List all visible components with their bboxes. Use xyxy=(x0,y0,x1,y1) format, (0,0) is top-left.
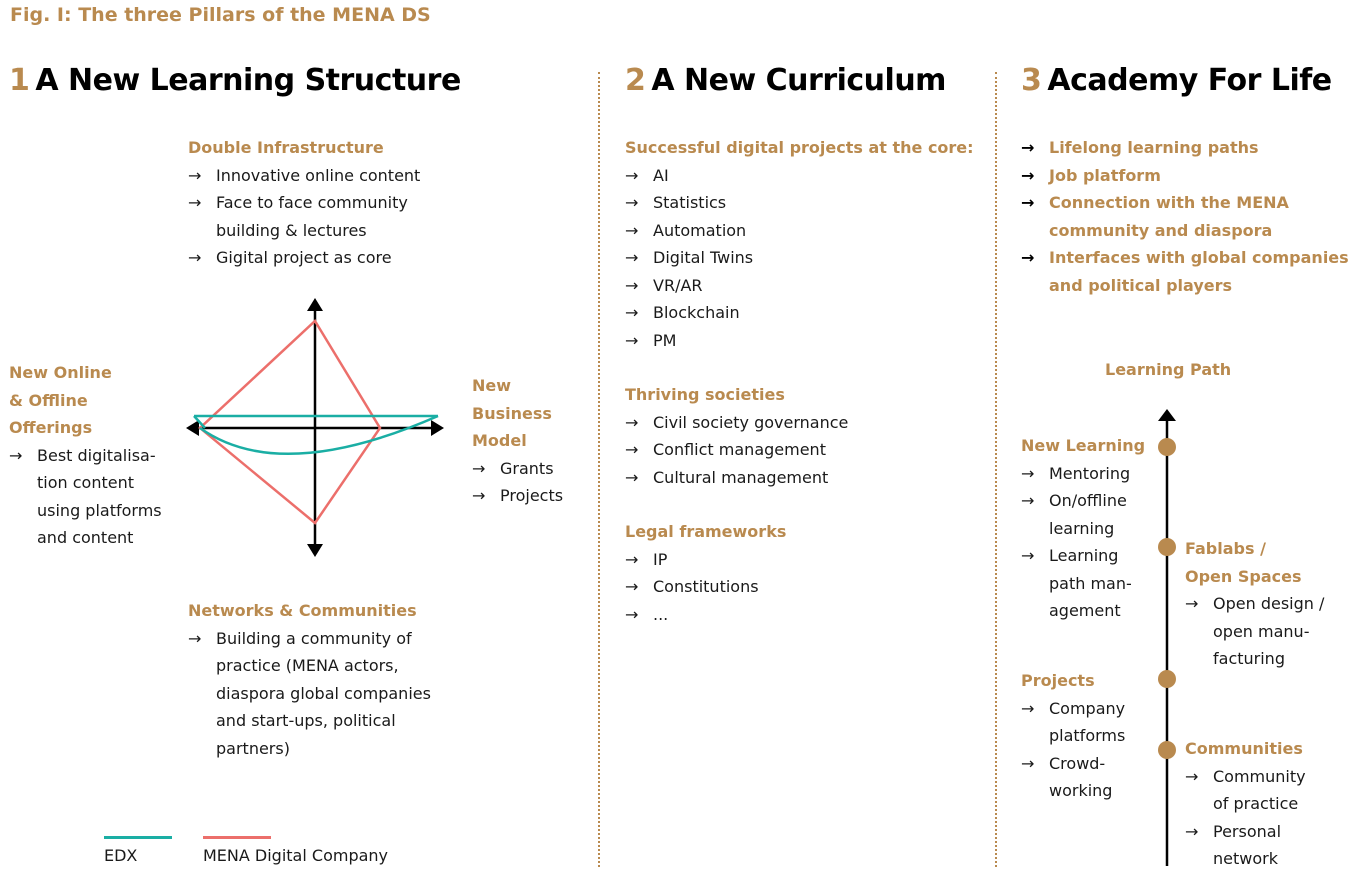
learning-path-timeline xyxy=(1152,405,1182,865)
pillar3-title xyxy=(1021,63,1332,98)
legend-mena-label: MENA Digital Company xyxy=(203,846,389,865)
arrow-right-icon: → xyxy=(625,412,639,432)
list-item xyxy=(1185,590,1324,673)
networks-heading: Networks & Communities xyxy=(188,601,417,620)
list-item-text: using platforms xyxy=(37,500,162,520)
business-model-block xyxy=(472,372,563,510)
communities-heading: Communities xyxy=(1185,739,1303,758)
list-item-text: Crowd- xyxy=(1049,753,1106,773)
list-item-text: Civil society governance xyxy=(653,412,849,432)
academy-bold-items xyxy=(1021,134,1349,299)
arrow-right-icon xyxy=(431,420,444,436)
list-item-text: and start-ups, political xyxy=(216,711,396,730)
list-item-text: AI xyxy=(653,165,669,185)
list-item-text: Grants xyxy=(500,458,554,478)
list-item xyxy=(625,299,974,327)
list-item xyxy=(625,327,974,355)
list-item xyxy=(1021,487,1145,542)
pillar2-title-text: A New Curriculum xyxy=(651,63,946,98)
double-infrastructure-block xyxy=(188,134,420,272)
fablabs-list xyxy=(1185,590,1324,673)
list-item-text: PM xyxy=(653,330,677,350)
thriving-societies-heading: Thriving societies xyxy=(625,385,785,404)
list-item xyxy=(625,464,848,492)
list-item-text: Conflict management xyxy=(653,440,826,459)
timeline-node-communities xyxy=(1158,741,1176,759)
pillar2-number: 2 xyxy=(625,63,646,98)
pillar3-title-text: Academy For Life xyxy=(1047,63,1332,98)
pillar-axes-diagram xyxy=(185,295,445,565)
timeline-node-projects xyxy=(1158,670,1176,688)
arrow-right-icon: → xyxy=(472,486,486,505)
arrow-left-icon xyxy=(186,420,199,436)
list-item-text: ... xyxy=(653,604,669,624)
arrow-up-icon xyxy=(307,298,323,311)
online-offerings-block xyxy=(9,359,162,552)
business-model-heading xyxy=(472,372,563,455)
new-learning-heading: New Learning xyxy=(1021,436,1146,455)
list-item-text: and political players xyxy=(1049,275,1233,295)
arrow-right-icon: → xyxy=(188,165,202,185)
arrow-right-icon: → xyxy=(188,193,202,212)
arrow-right-icon: → xyxy=(472,458,486,478)
arrow-right-icon: → xyxy=(1185,766,1199,786)
legend-edx-label: EDX xyxy=(104,846,138,865)
list-item-text: Best digitalisa- xyxy=(37,445,156,465)
list-item-text: Innovative online content xyxy=(216,165,421,185)
list-item-text: Cultural management xyxy=(653,467,829,487)
list-item xyxy=(625,217,974,245)
list-item-text: network xyxy=(1213,849,1278,868)
online-offerings-heading xyxy=(9,359,162,442)
list-item-text: Statistics xyxy=(653,193,727,212)
list-item-text: Face to face community xyxy=(216,193,408,212)
arrow-right-icon: → xyxy=(9,445,23,465)
list-item-text: Mentoring xyxy=(1049,463,1131,483)
list-item xyxy=(1021,134,1349,162)
pillar1-number: 1 xyxy=(9,63,30,98)
list-item-text: Blockchain xyxy=(653,303,740,322)
arrow-right-icon: → xyxy=(625,193,639,212)
list-item-text: IP xyxy=(653,549,668,569)
list-item xyxy=(1021,750,1125,805)
list-item-text: open manu- xyxy=(1213,621,1310,641)
list-item-text: working xyxy=(1049,781,1113,800)
arrow-down-icon xyxy=(307,544,323,557)
list-item-text: tion content xyxy=(37,473,134,492)
arrow-right-icon: → xyxy=(1185,594,1199,613)
list-item xyxy=(1185,818,1306,873)
list-item xyxy=(188,625,431,763)
list-item xyxy=(472,455,563,483)
arrow-right-icon: → xyxy=(1021,753,1035,773)
arrow-right-icon: → xyxy=(625,577,639,596)
pillar3-number: 3 xyxy=(1021,63,1042,98)
heading-line: & Offline xyxy=(9,390,88,410)
fablabs-heading xyxy=(1185,535,1324,590)
column-divider xyxy=(995,72,997,867)
arrow-right-icon: → xyxy=(1021,698,1035,718)
list-item xyxy=(625,244,974,272)
arrow-right-icon: → xyxy=(625,165,639,185)
list-item-text: On/offline xyxy=(1049,491,1127,510)
double-infrastructure-list xyxy=(188,162,420,272)
list-item xyxy=(625,436,848,464)
list-item xyxy=(188,189,420,244)
list-item xyxy=(1185,763,1306,818)
list-item xyxy=(188,244,420,272)
arrow-right-icon: → xyxy=(1021,165,1035,185)
networks-list xyxy=(188,625,431,763)
list-item xyxy=(625,189,974,217)
list-item-text: partners) xyxy=(216,738,290,758)
arrow-right-icon: → xyxy=(1021,463,1035,483)
arrow-right-icon: → xyxy=(625,330,639,350)
arrow-right-icon: → xyxy=(1021,546,1035,565)
heading-line: Open Spaces xyxy=(1185,566,1302,586)
communities-list xyxy=(1185,763,1306,873)
list-item-text: Constitutions xyxy=(653,577,759,596)
networks-block xyxy=(188,597,431,762)
list-item-text: and content xyxy=(37,528,134,547)
legal-frameworks-list xyxy=(625,546,786,629)
list-item-text: Building a community of xyxy=(216,628,412,648)
heading-line: New Online xyxy=(9,363,112,382)
list-item-text: Job platform xyxy=(1049,165,1161,185)
digital-projects-group xyxy=(625,134,974,354)
list-item-text: diaspora global companies xyxy=(216,683,431,703)
list-item-text: VR/AR xyxy=(653,275,703,295)
timeline-node-new-learning xyxy=(1158,438,1176,456)
arrow-right-icon: → xyxy=(1021,491,1035,510)
list-item-text: agement xyxy=(1049,601,1121,620)
new-learning-list xyxy=(1021,460,1145,625)
learning-path-title: Learning Path xyxy=(1105,360,1232,379)
heading-line: Offerings xyxy=(9,418,93,437)
arrow-right-icon: → xyxy=(1021,138,1035,157)
list-item-text: path man- xyxy=(1049,573,1132,593)
double-infrastructure-heading: Double Infrastructure xyxy=(188,138,384,157)
figure-title: Fig. I: The three Pillars of the MENA DS xyxy=(10,4,431,26)
digital-projects-list xyxy=(625,162,974,355)
list-item-text: Automation xyxy=(653,220,747,240)
legend-mena-swatch xyxy=(203,836,271,839)
legal-frameworks-group xyxy=(625,518,786,628)
list-item xyxy=(625,272,974,300)
arrow-right-icon: → xyxy=(1021,248,1035,267)
arrow-right-icon: → xyxy=(188,248,202,267)
digital-projects-heading: Successful digital projects at the core: xyxy=(625,138,974,157)
mena-company-shape xyxy=(200,321,380,523)
thriving-societies-group xyxy=(625,381,848,491)
list-item-text: learning xyxy=(1049,518,1115,538)
arrow-right-icon: → xyxy=(625,467,639,487)
fablabs-block xyxy=(1185,535,1324,673)
list-item-text: Lifelong learning paths xyxy=(1049,138,1259,157)
arrow-right-icon: → xyxy=(625,303,639,322)
new-learning-block xyxy=(1021,432,1145,625)
list-item xyxy=(625,162,974,190)
heading-line: Business xyxy=(472,403,552,423)
communities-block xyxy=(1185,735,1306,873)
list-item-text: Interfaces with global companies xyxy=(1049,248,1349,267)
arrow-right-icon: → xyxy=(625,275,639,295)
projects-heading: Projects xyxy=(1021,671,1095,690)
business-model-list xyxy=(472,455,563,510)
projects-block xyxy=(1021,667,1125,805)
list-item xyxy=(625,601,786,629)
list-item xyxy=(1021,162,1349,190)
projects-list xyxy=(1021,695,1125,805)
heading-line: Fablabs / xyxy=(1185,539,1266,558)
arrow-right-icon: → xyxy=(188,628,202,648)
pillar1-title-text: A New Learning Structure xyxy=(35,63,461,98)
arrow-right-icon: → xyxy=(625,549,639,569)
list-item-text: facturing xyxy=(1213,649,1285,668)
arrow-right-icon: → xyxy=(625,604,639,624)
list-item xyxy=(625,573,786,601)
list-item xyxy=(625,409,848,437)
list-item xyxy=(1021,542,1145,625)
list-item-text: Digital Twins xyxy=(653,248,754,267)
list-item-text: Company xyxy=(1049,698,1126,718)
list-item-text: practice (MENA actors, xyxy=(216,656,399,675)
list-item xyxy=(1021,189,1349,244)
list-item-text: Learning xyxy=(1049,546,1119,565)
list-item-text: Gigital project as core xyxy=(216,248,392,267)
arrow-right-icon: → xyxy=(625,220,639,240)
online-offerings-list xyxy=(9,442,162,552)
list-item-text: Projects xyxy=(500,486,564,505)
pillar2-title xyxy=(625,63,946,98)
list-item-text: building & lectures xyxy=(216,220,367,240)
arrow-right-icon: → xyxy=(625,248,639,267)
academy-list xyxy=(1021,134,1349,299)
list-item-text: of practice xyxy=(1213,794,1299,813)
list-item xyxy=(625,546,786,574)
list-item xyxy=(1021,695,1125,750)
timeline-arrow-up-icon xyxy=(1158,409,1176,421)
list-item xyxy=(472,482,563,510)
list-item-text: platforms xyxy=(1049,726,1126,745)
legend-edx-swatch xyxy=(104,836,172,839)
list-item-text: Personal xyxy=(1213,821,1282,841)
list-item xyxy=(9,442,162,552)
thriving-societies-list xyxy=(625,409,848,492)
column-divider xyxy=(598,72,600,867)
list-item-text: Connection with the MENA xyxy=(1049,193,1289,212)
arrow-right-icon: → xyxy=(1185,821,1199,841)
heading-line: Model xyxy=(472,431,527,450)
legal-frameworks-heading: Legal frameworks xyxy=(625,522,787,541)
list-item-text: Open design / xyxy=(1213,594,1325,613)
timeline-node-fablabs xyxy=(1158,538,1176,556)
list-item xyxy=(1021,460,1145,488)
list-item xyxy=(1021,244,1349,299)
arrow-right-icon: → xyxy=(625,440,639,459)
list-item-text: Community xyxy=(1213,766,1306,786)
arrow-right-icon: → xyxy=(1021,193,1035,212)
pillar1-title xyxy=(9,63,461,98)
list-item xyxy=(188,162,420,190)
diagram-axes xyxy=(186,298,444,557)
list-item-text: community and diaspora xyxy=(1049,220,1273,240)
heading-line: New xyxy=(472,376,512,395)
